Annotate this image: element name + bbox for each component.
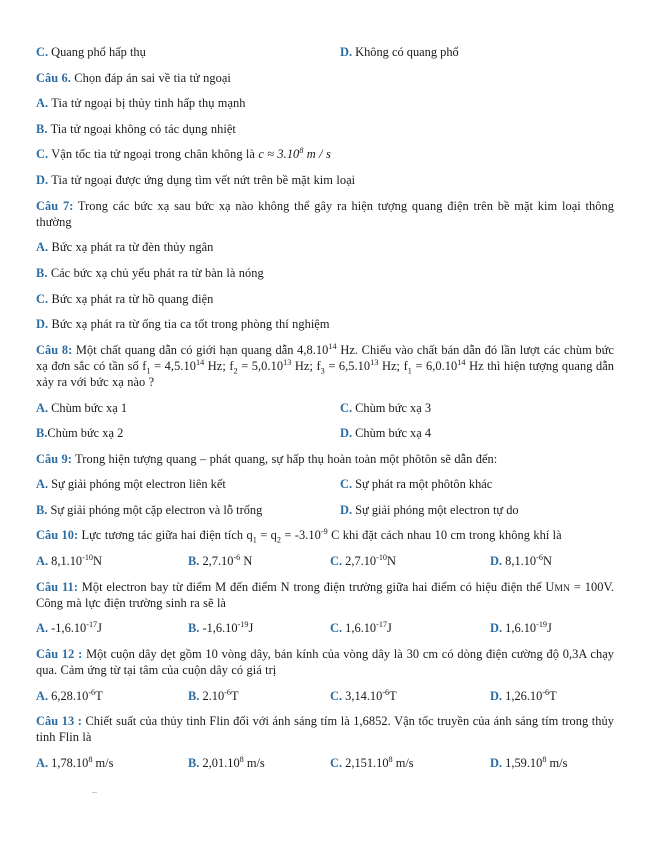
answer-row-q10 <box>36 553 614 569</box>
exponent: -19 <box>536 620 548 630</box>
question-stem-q10 <box>36 527 614 543</box>
option-b <box>188 620 328 636</box>
option-text: Các bức xạ chủ yếu phát ra từ bàn là nóng <box>47 266 264 280</box>
subscript: 1 <box>146 366 151 376</box>
option-unit: J <box>387 621 392 636</box>
question-stem-q7 <box>36 198 614 230</box>
option-d <box>340 502 614 518</box>
option-mantissa: 1,6.10 <box>502 621 537 636</box>
exponent: -17 <box>376 620 388 630</box>
option-letter: B. <box>188 755 200 770</box>
exponent: -10 <box>376 552 388 562</box>
option-letter: C. <box>36 291 49 306</box>
option-mantissa: 2,151.10 <box>342 755 389 770</box>
option-q7-b <box>36 265 614 281</box>
formula-light-speed <box>258 147 331 161</box>
stem-part: Hz thì hiện tượng quang dẫn xảy ra với bức xạ nào ? <box>36 359 615 390</box>
scan-artifact <box>92 792 97 793</box>
option-b <box>188 553 328 569</box>
option-unit: N <box>542 554 552 568</box>
stem-part: Hz; f <box>291 359 321 373</box>
option-letter: D. <box>36 317 49 332</box>
option-mantissa: 1,6.10 <box>342 621 377 636</box>
option-q6-d <box>36 172 614 188</box>
option-d <box>490 755 614 771</box>
option-letter: D. <box>340 502 353 517</box>
option-mantissa: 3,14.10 <box>342 688 383 703</box>
option-mantissa: 2.10 <box>199 688 225 703</box>
subscript: 2 <box>276 535 282 545</box>
option-d <box>340 425 614 441</box>
option-a <box>36 755 186 771</box>
subscript: 1 <box>252 535 257 545</box>
question-stem-q12 <box>36 646 614 678</box>
option-a <box>36 688 186 704</box>
option-mantissa: 8,1.10 <box>502 554 537 568</box>
exponent: -19 <box>237 620 249 630</box>
exponent: 13 <box>370 357 379 367</box>
answer-row-q13 <box>36 755 614 771</box>
option-letter: D. <box>490 755 503 770</box>
exponent: 8 <box>542 754 547 764</box>
option-c <box>330 688 480 704</box>
option-letter: C. <box>330 621 343 636</box>
option-letter: B. <box>188 554 200 568</box>
question-label: Câu 8: <box>36 342 73 357</box>
option-q7-a <box>36 239 614 255</box>
option-letter: C. <box>340 477 353 492</box>
question-label: Câu 9: <box>36 451 72 466</box>
option-mantissa: 1,78.10 <box>48 755 89 770</box>
option-c <box>340 400 614 416</box>
stem-part: = q <box>256 528 277 543</box>
option-letter: A. <box>36 96 49 111</box>
question-stem-q8 <box>36 342 614 390</box>
option-a <box>36 476 336 492</box>
option-letter: B. <box>36 266 48 280</box>
option-mantissa: -1,6.10 <box>199 621 238 636</box>
option-unit: m/s <box>392 755 414 770</box>
option-c <box>330 755 480 771</box>
option-unit: J <box>547 621 552 636</box>
answer-row-q9-bd <box>36 502 614 518</box>
option-text: Bức xạ phát ra từ ống tia ca tốt trong phòng thí nghiệm <box>48 317 330 332</box>
exponent: 8 <box>88 754 93 764</box>
subscript: 2 <box>233 366 238 376</box>
exponent: -6 <box>88 687 96 697</box>
option-unit: J <box>97 621 102 636</box>
stem-part: = 6,0.10 <box>411 359 458 373</box>
option-mantissa: 6,28.10 <box>48 688 89 703</box>
option-text: Tia tử ngoại không có tác dụng nhiệt <box>47 121 236 136</box>
option-b <box>36 425 336 441</box>
stem-part: Hz; f <box>204 359 234 373</box>
option-mantissa: 2,7.10 <box>199 554 234 568</box>
option-c <box>330 553 480 569</box>
option-unit: T <box>389 688 397 703</box>
option-d <box>490 688 614 704</box>
question-label: Câu 6. <box>36 70 71 85</box>
option-q7-d <box>36 316 614 332</box>
option-c <box>340 476 614 492</box>
option-a <box>36 553 186 569</box>
option-b <box>36 502 336 518</box>
option-letter: A. <box>36 554 49 568</box>
option-d <box>340 44 614 60</box>
option-text: Bức xạ phát ra từ hồ quang điện <box>48 291 214 306</box>
answer-row-q11 <box>36 620 614 636</box>
option-text: Tia tử ngoại bị thủy tinh hấp thụ mạnh <box>48 96 246 111</box>
exponent: -6 <box>542 687 550 697</box>
option-text: Chùm bức xạ 1 <box>48 400 128 415</box>
option-text: Chùm bức xạ 3 <box>352 400 432 415</box>
option-text: Sự giải phóng một electron tự do <box>352 502 519 517</box>
option-unit: m/s <box>92 755 114 770</box>
question-list <box>36 44 614 780</box>
option-text: Vận tốc tia tử ngoại trong chân không là <box>48 147 259 162</box>
stem-part: = -3.10 <box>281 528 321 543</box>
stem-part: = 4,5.10 <box>150 359 196 373</box>
option-text: Sự phát ra một phôtôn khác <box>352 477 493 492</box>
option-q6-a <box>36 95 614 111</box>
question-stem-q9 <box>36 451 614 467</box>
option-mantissa: 8,1.10 <box>48 554 83 568</box>
option-unit: N <box>387 554 396 568</box>
stem-part: = 5,0.10 <box>237 359 284 373</box>
exponent: -10 <box>82 552 94 562</box>
option-letter: C. <box>340 400 353 415</box>
question-text: Chiết suất của thủy tinh Flin đối với ánh sáng tím là 1,6852. Vận tốc truyền của ánh sáng tím trong thủy tinh Flin là <box>36 714 615 745</box>
option-q6-b <box>36 121 614 137</box>
option-unit: T <box>549 688 557 703</box>
option-letter: C. <box>36 147 49 162</box>
option-c <box>330 620 480 636</box>
formula-mantissa: c ≈ 3.10 <box>258 147 300 162</box>
option-letter: B. <box>36 502 48 517</box>
option-mantissa: 2,01.10 <box>199 755 240 770</box>
stem-part: Một chất quang dẫn có giới hạn quang dẫn 4,8.10 <box>72 342 329 357</box>
option-b <box>188 755 328 771</box>
stem-part: Lực tương tác giữa hai điện tích q <box>78 528 253 543</box>
stem-part: Một electron bay từ điểm M đến điểm N trong điện trường giữa hai điểm có hiệu điện thế U <box>77 579 555 594</box>
answer-row-q5-cd <box>36 44 614 60</box>
question-text: Trong hiện tượng quang – phát quang, sự hấp thụ hoàn toàn một phôtôn sẽ dẫn đến: <box>71 451 498 466</box>
answer-row-q8-ac <box>36 400 614 416</box>
option-letter: D. <box>36 173 49 187</box>
stem-part: = 100V. Công mà lực điện trường sinh ra sẽ là <box>36 579 614 610</box>
question-label: Câu 7: <box>36 198 74 213</box>
question-label: Câu 12 : <box>36 646 83 661</box>
question-label: Câu 11: <box>36 579 78 594</box>
option-letter: A. <box>36 621 49 636</box>
option-text: Không có quang phổ <box>352 45 459 59</box>
question-stem-q13 <box>36 713 614 745</box>
question-stem-q11 <box>36 579 614 611</box>
option-d <box>490 620 614 636</box>
option-letter: D. <box>490 554 503 568</box>
option-letter: A. <box>36 755 49 770</box>
option-letter: B. <box>36 426 48 441</box>
option-text: Quang phổ hấp thụ <box>48 45 146 59</box>
option-mantissa: 1,26.10 <box>502 688 543 703</box>
answer-row-q9-ac <box>36 476 614 492</box>
exponent: -6 <box>382 687 390 697</box>
stem-part: = 6,5.10 <box>324 359 371 373</box>
option-a <box>36 400 336 416</box>
subscript: 1 <box>407 366 412 376</box>
option-a <box>36 620 186 636</box>
exponent: 14 <box>195 357 205 367</box>
option-letter: C. <box>330 755 343 770</box>
option-text: Chùm bức xạ 4 <box>352 426 432 441</box>
option-q6-c <box>36 146 614 162</box>
option-unit: m/s <box>243 755 265 770</box>
option-text: Tia tử ngoại được ứng dụng tìm vết nứt trên bề mặt kim loại <box>48 173 356 187</box>
question-label: Câu 13 : <box>36 714 82 728</box>
exponent: 8 <box>388 754 393 764</box>
option-mantissa: 2,7.10 <box>342 554 377 568</box>
option-q7-c <box>36 291 614 307</box>
option-letter: A. <box>36 688 49 703</box>
option-d <box>490 553 614 569</box>
option-mantissa: 1,59.10 <box>502 755 543 770</box>
question-text: Trong các bức xạ sau bức xạ nào không thể gây ra hiện tượng quang điện trên bề mặt kim loại thông thường <box>36 198 614 229</box>
option-unit: J <box>248 621 254 636</box>
exponent: -6 <box>536 552 543 562</box>
subscript: MN <box>554 582 571 594</box>
option-unit: N <box>240 554 253 568</box>
option-letter: A. <box>36 400 49 415</box>
option-letter: B. <box>36 121 48 136</box>
formula-exponent: 8 <box>299 146 304 156</box>
option-b <box>188 688 328 704</box>
option-letter: D. <box>340 426 353 441</box>
question-stem-q6 <box>36 70 614 86</box>
exponent: 13 <box>283 357 292 367</box>
option-text: Bức xạ phát ra từ đèn thủy ngân <box>48 240 214 255</box>
option-letter: B. <box>188 621 200 636</box>
option-letter: A. <box>36 477 49 492</box>
question-label: Câu 10: <box>36 528 79 543</box>
option-letter: B. <box>188 688 200 703</box>
option-letter: C. <box>330 554 343 568</box>
exponent: 8 <box>239 754 244 764</box>
question-text: Một cuộn dây dẹt gồm 10 vòng dây, bán kính của vòng dây là 30 cm có dòng điện cường độ 0,3A chạy qua. Cảm ứng từ tại tâm của cuộn dây có giá trị <box>36 646 614 677</box>
option-text: Sự giải phóng một cặp electron và lỗ trống <box>47 502 263 517</box>
exponent: 14 <box>457 357 466 367</box>
subscript: 3 <box>320 366 325 376</box>
option-c <box>36 44 336 60</box>
option-unit: T <box>95 688 103 703</box>
option-letter: D. <box>340 45 353 59</box>
question-text: Chọn đáp án sai về tia tử ngoại <box>70 70 231 85</box>
formula-unit: m / s <box>303 147 331 162</box>
exponent: 14 <box>328 341 337 351</box>
answer-row-q12 <box>36 688 614 704</box>
option-mantissa: -1,6.10 <box>48 621 87 636</box>
answer-row-q8-bd <box>36 425 614 441</box>
exponent: -6 <box>233 552 241 562</box>
option-letter: A. <box>36 240 49 255</box>
stem-part: Hz; f <box>378 359 408 373</box>
option-letter: C. <box>330 688 343 703</box>
exponent: -9 <box>320 527 328 537</box>
option-unit: m/s <box>546 755 568 770</box>
option-text: Chùm bức xạ 2 <box>47 426 124 441</box>
option-letter: C. <box>36 45 49 59</box>
option-letter: D. <box>490 688 503 703</box>
option-letter: D. <box>490 621 503 636</box>
option-unit: T <box>230 688 239 703</box>
option-unit: N <box>93 554 102 568</box>
stem-part: Hz. Chiếu vào chất bán dẫn đó lần lượt các chùm bức xạ đơn sắc có tần số f <box>36 342 614 373</box>
option-text: Sự giải phóng một electron liên kết <box>48 477 226 492</box>
exponent: -6 <box>224 687 231 697</box>
stem-part: C khi đặt cách nhau 10 cm trong không khí là <box>327 528 562 543</box>
exponent: -17 <box>86 620 98 630</box>
